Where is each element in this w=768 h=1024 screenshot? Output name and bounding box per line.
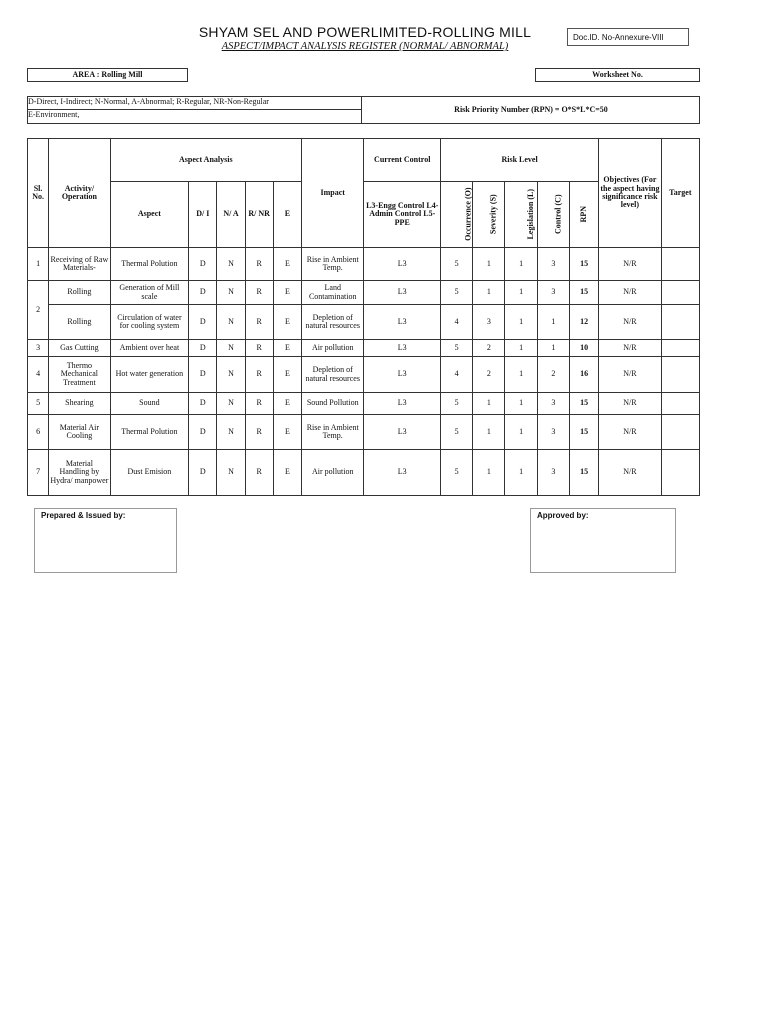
cell-e: E	[273, 281, 301, 305]
cell-severity: 1	[473, 281, 505, 305]
cell-sl: 3	[28, 340, 49, 357]
cell-e: E	[273, 248, 301, 281]
cell-impact: Depletion of natural resources	[302, 357, 364, 393]
cell-control: L3	[364, 357, 441, 393]
cell-activity: Rolling	[49, 281, 110, 305]
header-control-cell	[537, 182, 569, 248]
cell-rpn: 15	[569, 248, 598, 281]
cell-legislation: 1	[505, 305, 537, 340]
cell-rnr: R	[245, 415, 273, 450]
header-legislation-cell	[505, 182, 537, 248]
cell-occurrence: 5	[441, 281, 473, 305]
cell-activity: Material Air Cooling	[49, 415, 110, 450]
cell-occurrence: 5	[441, 415, 473, 450]
cell-severity: 1	[473, 248, 505, 281]
document-subtitle: ASPECT/IMPACT ANALYSIS REGISTER (NORMAL/ ABNORMAL)	[221, 41, 509, 52]
header-e: E	[273, 182, 301, 248]
cell-rnr: R	[245, 340, 273, 357]
header-di: D/ I	[189, 182, 217, 248]
cell-severity: 3	[473, 305, 505, 340]
cell-legislation: 1	[505, 248, 537, 281]
cell-activity: Shearing	[49, 393, 110, 415]
cell-rnr: R	[245, 248, 273, 281]
cell-target	[661, 450, 699, 496]
header-current-control: Current Control	[364, 139, 441, 182]
table-row	[28, 357, 700, 393]
cell-objective: N/R	[599, 340, 661, 357]
cell-rpn: 15	[569, 450, 598, 496]
cell-control-score: 2	[537, 357, 569, 393]
cell-legislation: 1	[505, 415, 537, 450]
cell-impact: Air pollution	[302, 450, 364, 496]
area-label: AREA : Rolling Mill	[27, 68, 188, 82]
cell-activity: Receiving of Raw Materials-	[49, 248, 110, 281]
cell-na: N	[217, 305, 245, 340]
cell-di: D	[189, 305, 217, 340]
cell-occurrence: 5	[441, 393, 473, 415]
document-title: SHYAM SEL AND POWERLIMITED-ROLLING MILL	[198, 24, 532, 40]
cell-control: L3	[364, 305, 441, 340]
cell-di: D	[189, 450, 217, 496]
header-rpn-cell	[569, 182, 598, 248]
table-row	[28, 393, 700, 415]
cell-na: N	[217, 281, 245, 305]
cell-objective: N/R	[599, 305, 661, 340]
cell-rnr: R	[245, 357, 273, 393]
cell-objective: N/R	[599, 450, 661, 496]
table-row	[28, 340, 700, 357]
cell-objective: N/R	[599, 357, 661, 393]
cell-legislation: 1	[505, 450, 537, 496]
cell-aspect: Generation of Mill scale	[110, 281, 189, 305]
cell-rnr: R	[245, 305, 273, 340]
cell-severity: 2	[473, 357, 505, 393]
cell-control: L3	[364, 281, 441, 305]
prepared-by-label: Prepared & Issued by:	[41, 511, 126, 520]
header-occurrence: Occurrence (O)	[463, 187, 473, 242]
cell-e: E	[273, 357, 301, 393]
cell-aspect: Ambient over heat	[110, 340, 189, 357]
cell-target	[661, 393, 699, 415]
cell-occurrence: 5	[441, 450, 473, 496]
cell-di: D	[189, 281, 217, 305]
cell-e: E	[273, 393, 301, 415]
cell-target	[661, 340, 699, 357]
table-row	[28, 450, 700, 496]
header-target: Target	[661, 139, 699, 248]
cell-rpn: 15	[569, 393, 598, 415]
cell-target	[661, 281, 699, 305]
header-na: N/ A	[217, 182, 245, 248]
cell-control-score: 3	[537, 415, 569, 450]
aspect-impact-register-table	[27, 138, 700, 496]
cell-objective: N/R	[599, 248, 661, 281]
cell-sl: 2	[28, 281, 49, 340]
cell-sl: 5	[28, 393, 49, 415]
header-rpn: RPN	[578, 206, 588, 223]
cell-e: E	[273, 450, 301, 496]
cell-di: D	[189, 357, 217, 393]
cell-impact: Rise in Ambient Temp.	[302, 415, 364, 450]
cell-impact: Air pollution	[302, 340, 364, 357]
cell-activity: Material Handling by Hydra/ manpower	[49, 450, 110, 496]
cell-control-score: 1	[537, 305, 569, 340]
cell-target	[661, 248, 699, 281]
cell-sl: 6	[28, 415, 49, 450]
cell-legislation: 1	[505, 340, 537, 357]
cell-aspect: Circulation of water for cooling system	[110, 305, 189, 340]
cell-e: E	[273, 415, 301, 450]
cell-e: E	[273, 305, 301, 340]
cell-aspect: Dust Emision	[110, 450, 189, 496]
cell-control: L3	[364, 393, 441, 415]
worksheet-label: Worksheet No.	[535, 68, 700, 82]
cell-na: N	[217, 415, 245, 450]
cell-objective: N/R	[599, 415, 661, 450]
cell-impact: Rise in Ambient Temp.	[302, 248, 364, 281]
cell-activity: Rolling	[49, 305, 110, 340]
cell-target	[661, 415, 699, 450]
cell-control: L3	[364, 248, 441, 281]
cell-na: N	[217, 357, 245, 393]
cell-impact: Land Contamination	[302, 281, 364, 305]
cell-rpn: 15	[569, 281, 598, 305]
header-occurrence-cell	[441, 182, 473, 248]
doc-id-box: Doc.ID. No-Annexure-VIII	[567, 28, 689, 46]
cell-occurrence: 5	[441, 340, 473, 357]
header-rnr: R/ NR	[245, 182, 273, 248]
header-aspect: Aspect	[110, 182, 189, 248]
cell-legislation: 1	[505, 393, 537, 415]
header-severity-cell	[473, 182, 505, 248]
cell-rnr: R	[245, 281, 273, 305]
table-row	[28, 281, 700, 305]
cell-aspect: Sound	[110, 393, 189, 415]
cell-occurrence: 4	[441, 357, 473, 393]
cell-control-score: 3	[537, 281, 569, 305]
cell-rpn: 15	[569, 415, 598, 450]
cell-rnr: R	[245, 450, 273, 496]
legend-line-2: E-Environment,	[28, 110, 80, 119]
cell-na: N	[217, 450, 245, 496]
header-activity: Activity/ Operation	[49, 139, 110, 248]
cell-severity: 2	[473, 340, 505, 357]
cell-aspect: Hot water generation	[110, 357, 189, 393]
header-objectives: Objectives (For the aspect having significance risk level)	[599, 139, 661, 248]
cell-control: L3	[364, 415, 441, 450]
cell-e: E	[273, 340, 301, 357]
header-sl-no: Sl. No.	[28, 139, 49, 248]
cell-rnr: R	[245, 393, 273, 415]
table-row	[28, 415, 700, 450]
cell-di: D	[189, 340, 217, 357]
header-impact: Impact	[302, 139, 364, 248]
cell-target	[661, 305, 699, 340]
cell-control: L3	[364, 450, 441, 496]
cell-control: L3	[364, 340, 441, 357]
approved-by-label: Approved by:	[537, 511, 589, 520]
cell-control-score: 1	[537, 340, 569, 357]
cell-rpn: 16	[569, 357, 598, 393]
header-aspect-analysis: Aspect Analysis	[110, 139, 301, 182]
cell-legislation: 1	[505, 281, 537, 305]
cell-control-score: 3	[537, 393, 569, 415]
cell-na: N	[217, 248, 245, 281]
cell-severity: 1	[473, 415, 505, 450]
cell-di: D	[189, 393, 217, 415]
cell-di: D	[189, 415, 217, 450]
cell-aspect: Thermal Polution	[110, 415, 189, 450]
table-row	[28, 248, 700, 281]
header-control-levels: L3-Engg Control L4-Admin Control L5-PPE	[364, 182, 441, 248]
cell-na: N	[217, 393, 245, 415]
cell-aspect: Thermal Polution	[110, 248, 189, 281]
cell-legislation: 1	[505, 357, 537, 393]
cell-sl: 7	[28, 450, 49, 496]
header-control: Control (C)	[553, 194, 563, 235]
cell-occurrence: 4	[441, 305, 473, 340]
cell-di: D	[189, 248, 217, 281]
cell-impact: Sound Pollution	[302, 393, 364, 415]
cell-rpn: 10	[569, 340, 598, 357]
header-legislation: Legislation (L)	[526, 189, 536, 240]
cell-sl: 1	[28, 248, 49, 281]
cell-severity: 1	[473, 450, 505, 496]
header-risk-level: Risk Level	[441, 139, 599, 182]
cell-na: N	[217, 340, 245, 357]
table-row	[28, 305, 700, 340]
cell-rpn: 12	[569, 305, 598, 340]
header-severity: Severity (S)	[488, 194, 498, 235]
cell-activity: Thermo Mechanical Treatment	[49, 357, 110, 393]
cell-impact: Depletion of natural resources	[302, 305, 364, 340]
cell-activity: Gas Cutting	[49, 340, 110, 357]
cell-objective: N/R	[599, 281, 661, 305]
legend-line-1: D-Direct, I-Indirect; N-Normal, A-Abnormal; R-Regular, NR-Non-Regular	[28, 97, 269, 106]
cell-target	[661, 357, 699, 393]
cell-objective: N/R	[599, 393, 661, 415]
cell-occurrence: 5	[441, 248, 473, 281]
cell-severity: 1	[473, 393, 505, 415]
cell-control-score: 3	[537, 450, 569, 496]
cell-sl: 4	[28, 357, 49, 393]
cell-control-score: 3	[537, 248, 569, 281]
rpn-formula: Risk Priority Number (RPN) = O*S*L*C=50	[454, 105, 608, 114]
